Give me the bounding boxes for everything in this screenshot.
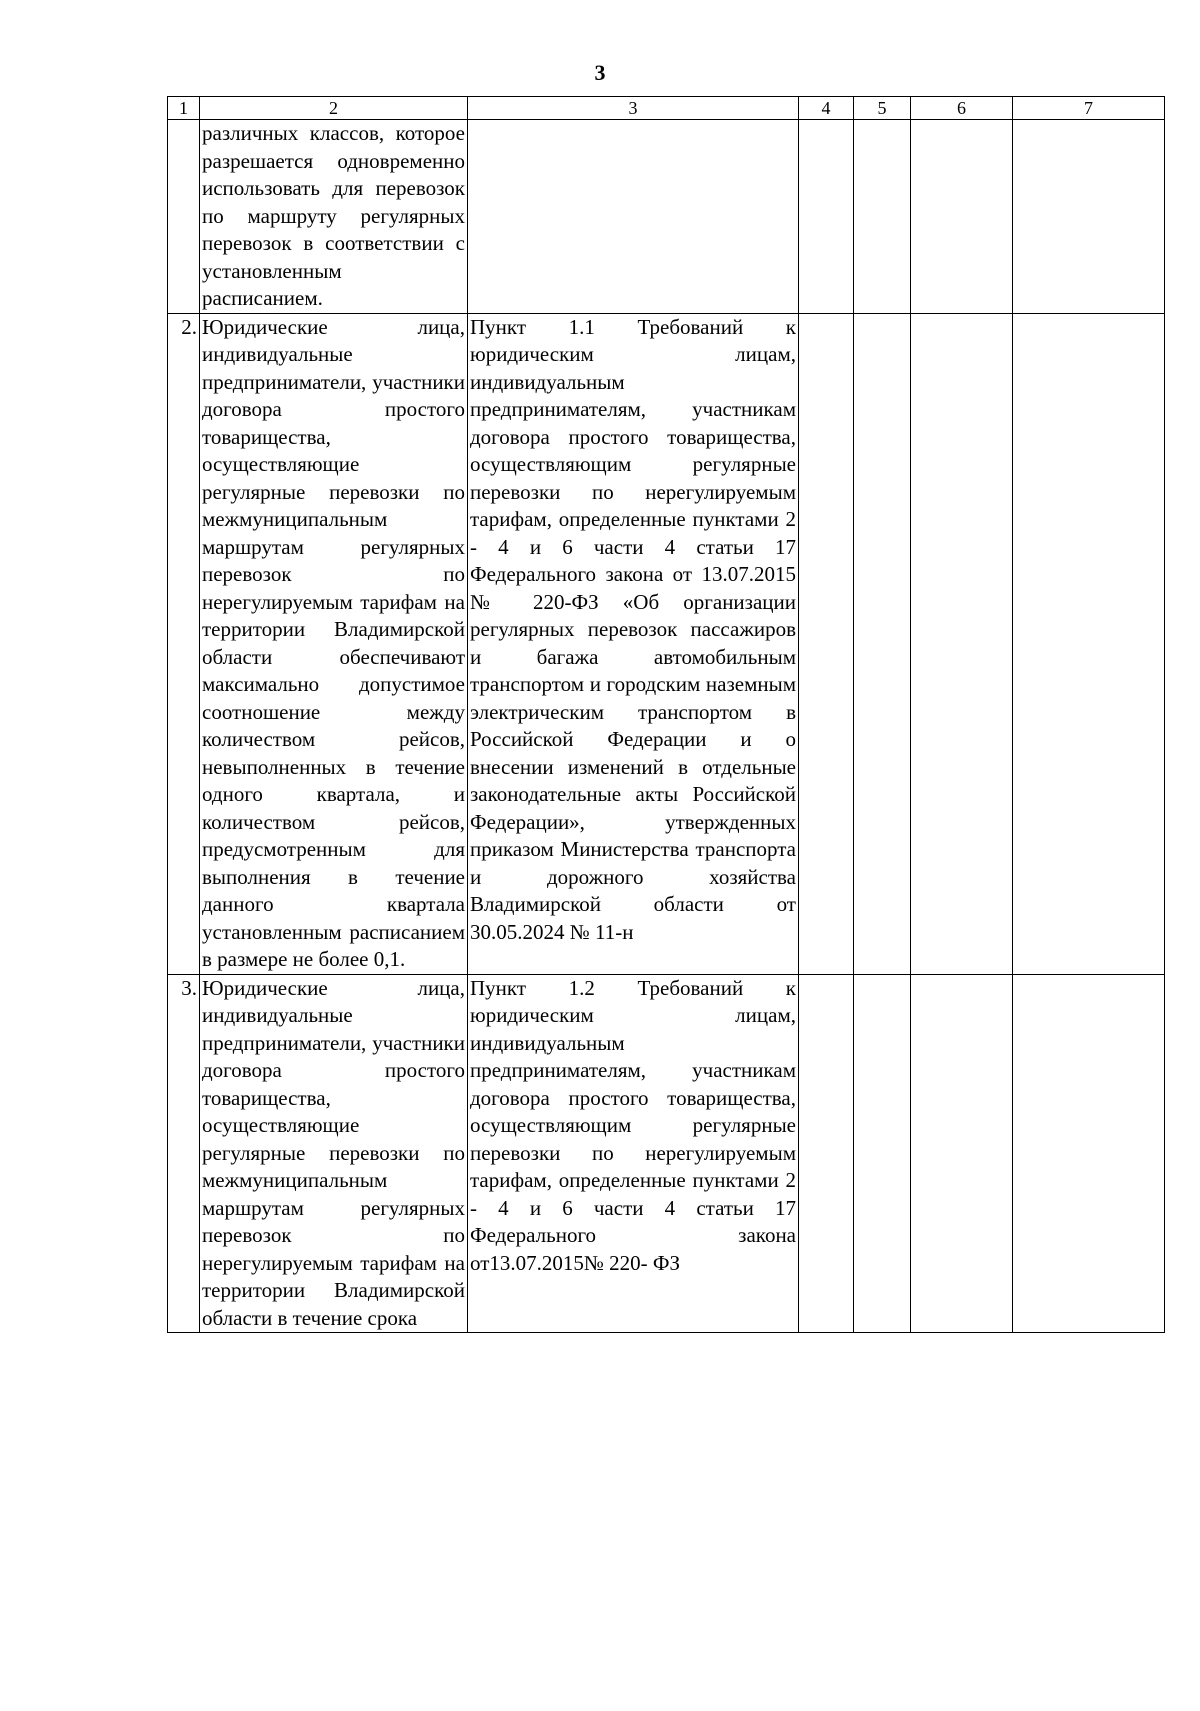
page-number: 3 (594, 60, 606, 85)
column-header-5: 5 (854, 97, 911, 120)
requirements-table (167, 96, 1165, 1333)
requirement-text: Юридические лица, индивидуальные предприниматели, участники договора простого товарищества, осуществляющие регулярные перевозки по межмуниципальным маршрутам регулярных перевозок по нерегулируемым тарифам на территории Владимирской области обеспечивают максимально допустимое соотношение между количеством рейсов, невыполненных в течение одного квартала, и количеством рейсов, предусмотренным для выполнения в течение данного квартала установленным расписанием в размере не более 0,1. (200, 313, 468, 974)
column-header-7: 7 (1013, 97, 1165, 120)
row-number (168, 120, 200, 314)
column-6-cell (911, 974, 1013, 1333)
table-row (168, 313, 1165, 974)
requirement-text: различных классов, которое разрешается одновременно использовать для перевозок по маршруту регулярных перевозок в соответствии с установленным расписанием. (200, 120, 468, 314)
table-row (168, 120, 1165, 314)
column-5-cell (854, 974, 911, 1333)
column-header-4: 4 (799, 97, 854, 120)
row-number: 3. (168, 974, 200, 1333)
row-number: 2. (168, 313, 200, 974)
table-row (168, 974, 1165, 1333)
column-4-cell (799, 974, 854, 1333)
requirement-text: Юридические лица, индивидуальные предприниматели, участники договора простого товарищества, осуществляющие регулярные перевозки по межмуниципальным маршрутам регулярных перевозок по нерегулируемым тарифам на территории Владимирской области в течение срока (200, 974, 468, 1333)
legal-basis-text (468, 120, 799, 314)
column-5-cell (854, 120, 911, 314)
column-7-cell (1013, 120, 1165, 314)
column-6-cell (911, 313, 1013, 974)
legal-basis-text: Пункт 1.1 Требований к юридическим лицам, индивидуальным предпринимателям, участникам договора простого товарищества, осуществляющим регулярные перевозки по нерегулируемым тарифам, определенные пунктами 2 - 4 и 6 части 4 статьи 17 Федерального закона от 13.07.2015 № 220-ФЗ «Об организации регулярных перевозок пассажиров и багажа автомобильным транспортом и городским наземным электрическим транспортом в Российской Федерации и о внесении изменений в отдельные законодательные акты Российской Федерации», утвержденных приказом Министерства транспорта и дорожного хозяйства Владимирской области от 30.05.2024 № 11-н (468, 313, 799, 974)
column-header-3: 3 (468, 97, 799, 120)
column-7-cell (1013, 974, 1165, 1333)
column-6-cell (911, 120, 1013, 314)
column-header-2: 2 (200, 97, 468, 120)
column-header-1: 1 (168, 97, 200, 120)
legal-basis-text: Пункт 1.2 Требований к юридическим лицам, индивидуальным предпринимателям, участникам договора простого товарищества, осуществляющим регулярные перевозки по нерегулируемым тарифам, определенные пунктами 2 - 4 и 6 части 4 статьи 17 Федерального закона от13.07.2015№ 220- ФЗ (468, 974, 799, 1333)
column-5-cell (854, 313, 911, 974)
column-7-cell (1013, 313, 1165, 974)
column-header-6: 6 (911, 97, 1013, 120)
column-4-cell (799, 313, 854, 974)
column-4-cell (799, 120, 854, 314)
table-header-row (168, 97, 1165, 120)
